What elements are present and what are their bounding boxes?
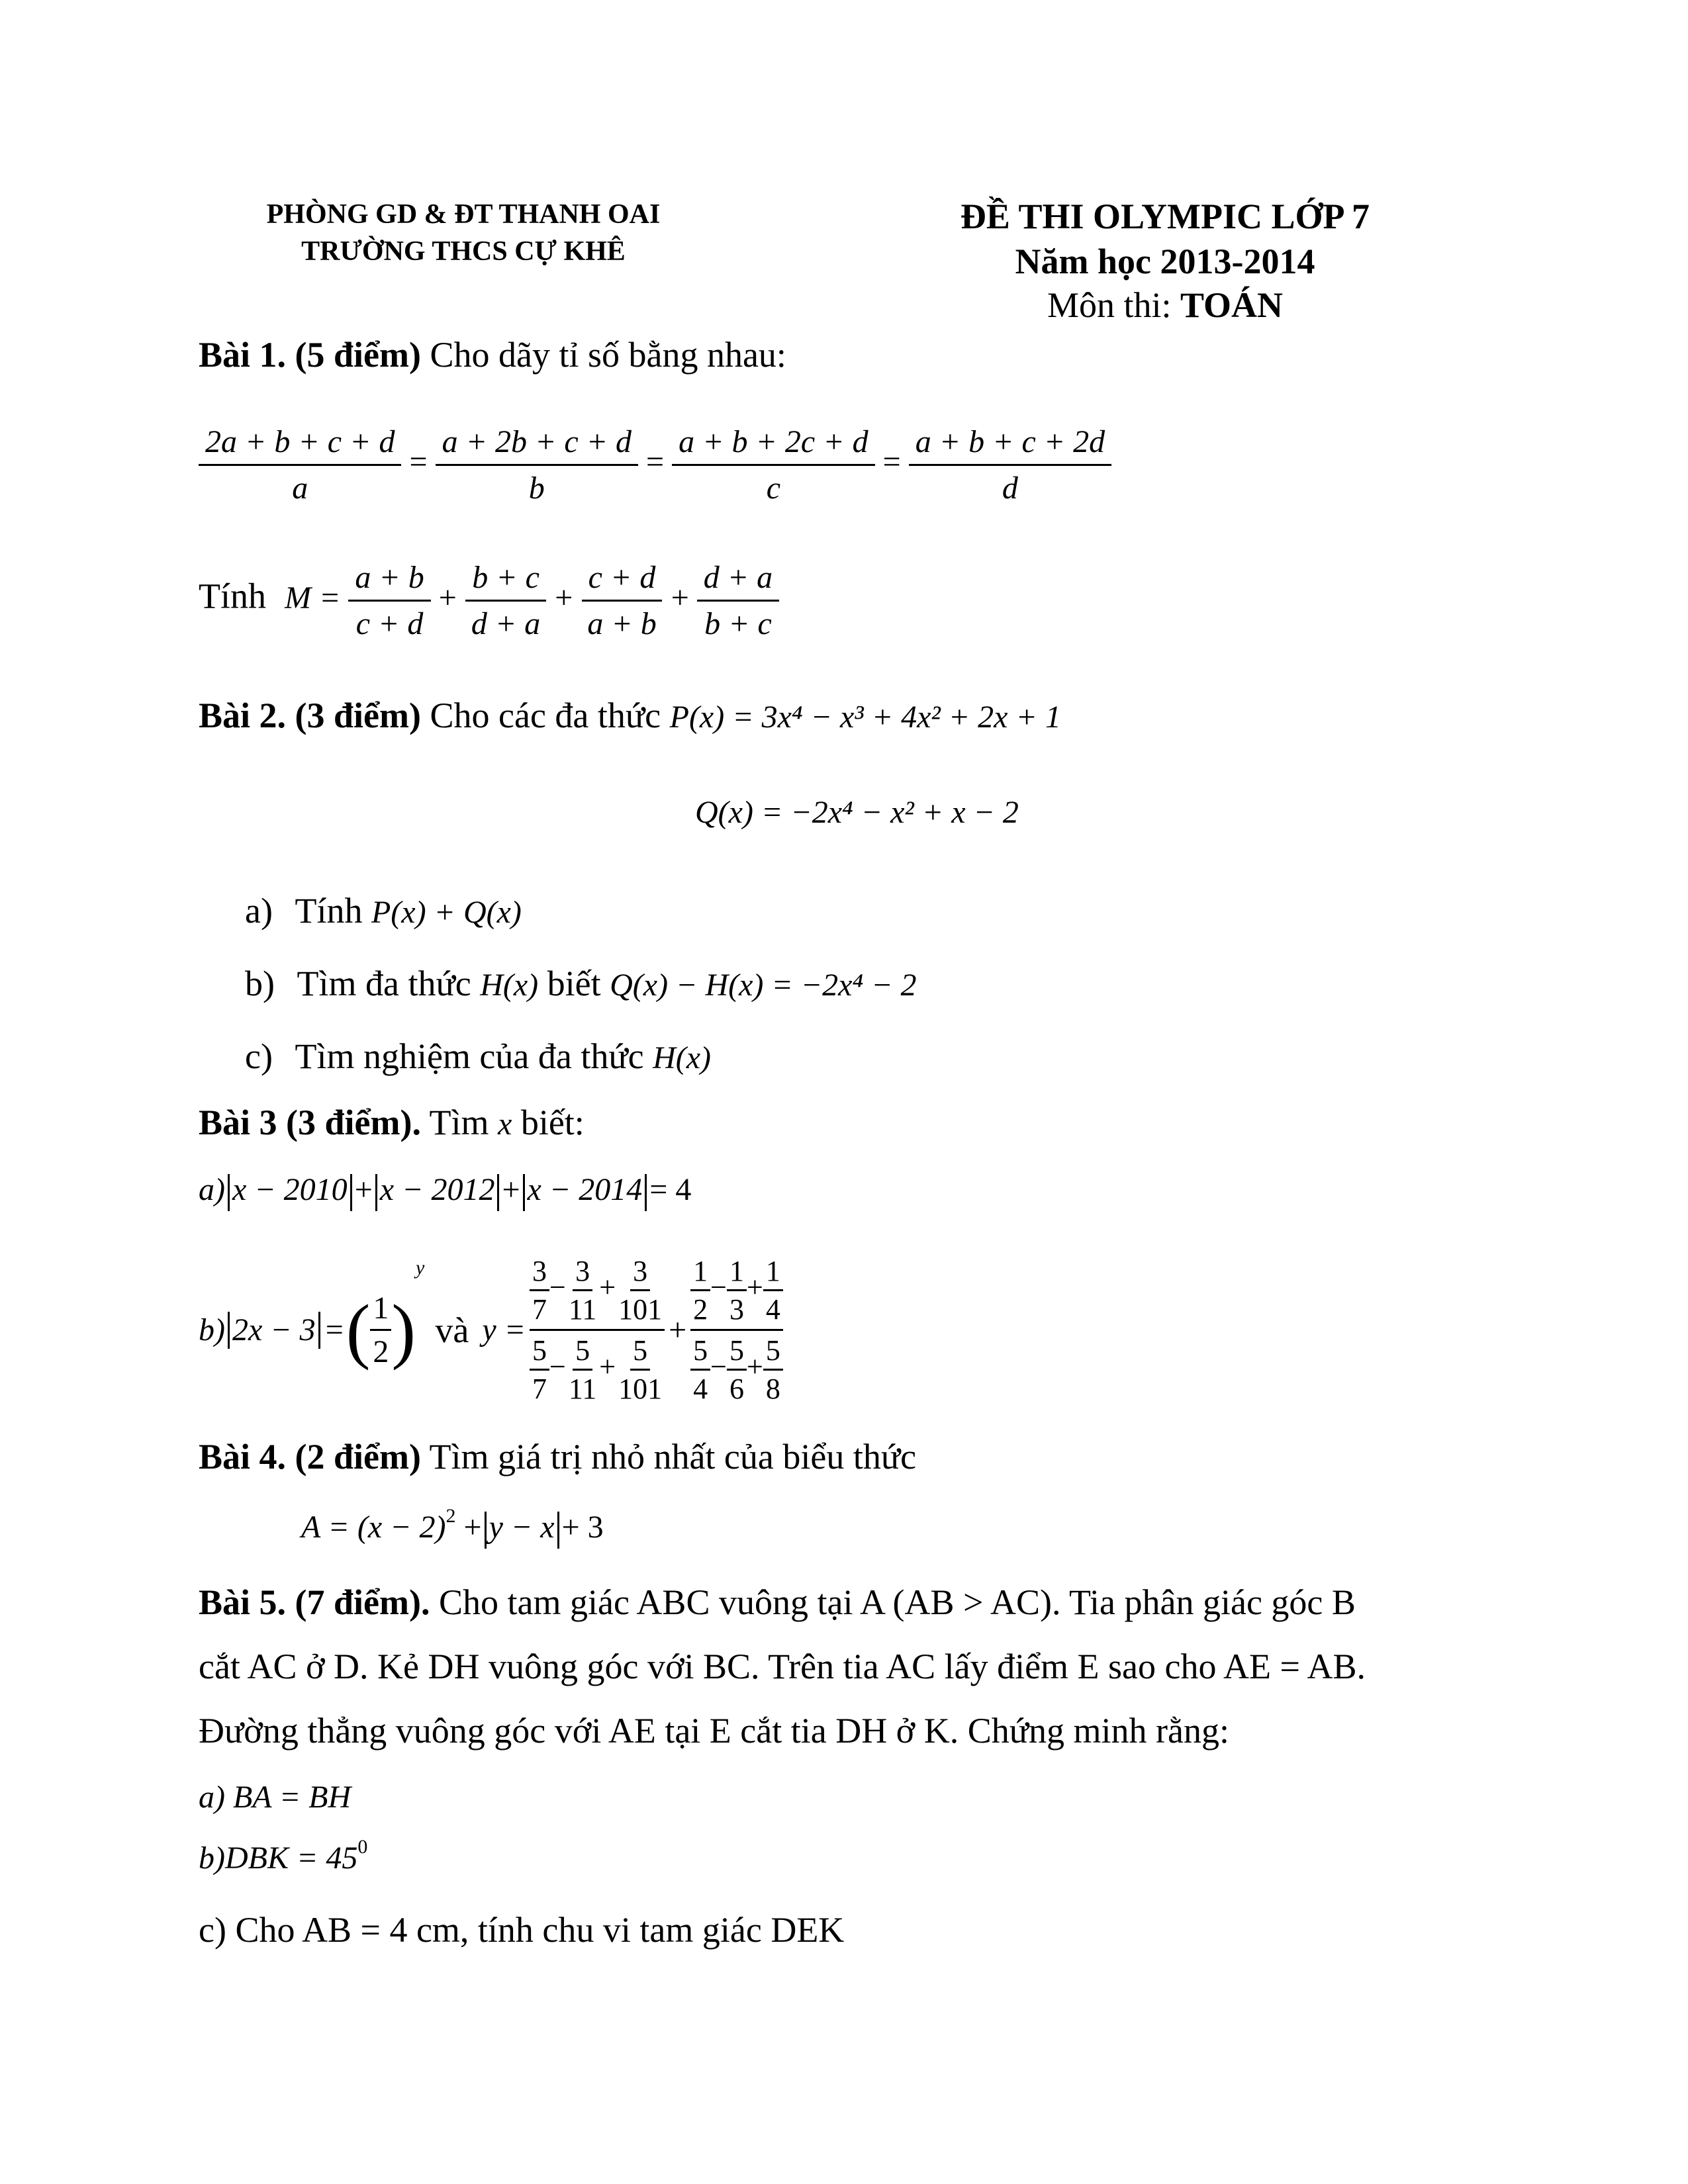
bai3-text2: biết: <box>512 1103 585 1142</box>
bai2-part-c <box>245 1036 711 1077</box>
expr-exponent: 2 <box>445 1505 456 1527</box>
bai3-label: Bài 3 (3 điểm). <box>199 1103 421 1142</box>
expr-square-base: (x − 2) <box>357 1510 446 1545</box>
bai2-text: Cho các đa thức <box>420 696 670 735</box>
polynomial-q: Q(x) = −2x⁴ − x² + x − 2 <box>695 795 1019 830</box>
bai2-part-b <box>245 963 917 1004</box>
school-dept: PHÒNG GD & ĐT THANH OAI <box>266 199 661 230</box>
part-c-math: H(x) <box>653 1040 711 1075</box>
plus-sign: + <box>463 1510 482 1545</box>
bai2-part-a <box>245 890 522 931</box>
bai5-part-c: c) Cho AB = 4 cm, tính chu vi tam giác DEK <box>199 1910 845 1950</box>
bai5-line1 <box>199 1582 1356 1623</box>
expr-lhs: A = <box>301 1510 350 1545</box>
abs-term: y − x <box>489 1510 555 1545</box>
bai3-part-b: b) 2x − 3 = ( $\frac{1}{2}$ ) $^y$ và y = $\frac{3}{7}$ − $\frac{3}{11}$ + $\frac{3}{101}$ $\frac{5}{7}$ − $\frac{5}{11}$ + $\frac{5}{101}$ + $\frac{1}{2}$ − $\frac{1}{3}$ + $\frac{1}{4}$ $\frac{5}{4}$ − $\frac{5}{6}$ + $\frac{5}{8}$ <box>199 1254 783 1406</box>
half-fraction: $\frac{1}{2}$ <box>370 1290 391 1370</box>
bai4-expression <box>301 1505 604 1549</box>
part-b-text2: biết <box>538 964 610 1003</box>
school-name: TRƯỜNG THCS CỰ KHÊ <box>301 236 626 267</box>
part-a-prefix: a) <box>199 1172 225 1207</box>
plus-sign: + <box>555 580 573 615</box>
plus-sign: + <box>671 580 689 615</box>
bai5-text-1: Cho tam giác ABC vuông tại A (AB > AC). Tia phân giác góc B <box>430 1582 1356 1622</box>
abs-term: 2x − 3 <box>232 1312 316 1347</box>
bai1-text: Cho dãy tỉ số bằng nhau: <box>420 335 786 375</box>
bai3-heading <box>199 1102 585 1143</box>
ratio-fraction: $\frac{a + b + c + 2d}{d}$ <box>909 424 1111 506</box>
part-c-text: Tìm nghiệm của đa thức <box>295 1036 653 1076</box>
bai1-label: Bài 1. (5 điểm) <box>199 335 421 375</box>
part-b-math1: H(x) <box>480 968 539 1003</box>
bai2-label: Bài 2. (3 điểm) <box>199 696 421 735</box>
bai1-ratio-sequence <box>199 424 1111 506</box>
abs-term: x − 2012 <box>379 1172 495 1207</box>
part-a-text: Tính <box>295 891 371 931</box>
subject-prefix: Môn thi: <box>1047 285 1180 325</box>
degree-exponent: 0 <box>357 1836 368 1858</box>
bai3-text: Tìm <box>420 1103 498 1142</box>
part-b-text: Tìm đa thức <box>297 964 481 1003</box>
exam-title: ĐỀ THI OLYMPIC LỚP 7 <box>960 197 1370 236</box>
m-term: $\frac{b + c}{d + a}$ <box>465 559 547 642</box>
bai1-heading <box>199 334 786 375</box>
bai3-var: x <box>498 1107 512 1142</box>
part-a-label: a) <box>245 891 273 931</box>
ratio-fraction: $\frac{a + b + 2c + d}{c}$ <box>672 424 874 506</box>
subject-line <box>940 285 1390 326</box>
part-a-rhs: = 4 <box>649 1172 692 1207</box>
abs-term: x − 2014 <box>527 1172 643 1207</box>
bai2-heading <box>199 695 1061 736</box>
bai1-m-expression <box>199 559 779 642</box>
part-b-math2: Q(x) − H(x) = −2x⁴ − 2 <box>610 968 917 1003</box>
bai5-part-b: $b)DBK = 45^0$ <box>199 1836 368 1876</box>
bai4-text: Tìm giá trị nhỏ nhất của biểu thức <box>420 1437 917 1477</box>
exponent-y: y <box>416 1257 425 1279</box>
va-word: và <box>435 1310 469 1350</box>
ratio-fraction: $\frac{2a + b + c + d}{a}$ <box>199 424 401 506</box>
tinh-label: Tính <box>199 576 266 616</box>
bai5-part-a: a) BA = BH <box>199 1780 352 1815</box>
part-b-label: b) <box>245 964 275 1003</box>
bai3-part-a: a) x − 2010 + x − 2012 + x − 2014 = 4 <box>199 1171 691 1211</box>
m-term: $\frac{c + d}{a + b}$ <box>581 559 663 642</box>
ratio-fraction: $\frac{a + 2b + c + d}{b}$ <box>436 424 638 506</box>
equals-sign: = <box>325 1312 344 1347</box>
m-lhs: M = <box>285 580 341 615</box>
equals-sign: = <box>882 444 901 480</box>
abs-term: x − 2010 <box>232 1172 348 1207</box>
equals-sign: = <box>646 444 665 480</box>
part-b-prefix: b) <box>199 1312 225 1347</box>
bai5-line2: cắt AC ở D. Kẻ DH vuông góc với BC. Trên tia AC lấy điểm E sao cho AE = AB. <box>199 1647 1366 1686</box>
bai5-label: Bài 5. (7 điểm). <box>199 1582 430 1622</box>
subject-name: TOÁN <box>1180 285 1284 325</box>
bai4-label: Bài 4. (2 điểm) <box>199 1437 421 1477</box>
bai5-line3: Đường thẳng vuông góc với AE tại E cắt tia DH ở K. Chứng minh rằng: <box>199 1711 1229 1751</box>
polynomial-p: P(x) = 3x⁴ − x³ + 4x² + 2x + 1 <box>669 700 1061 735</box>
part-c-label: c) <box>245 1036 273 1076</box>
part-a-math: P(x) + Q(x) <box>371 895 522 930</box>
bai4-heading <box>199 1436 916 1477</box>
compound-fraction-1: $\frac{3}{7}$ − $\frac{3}{11}$ + $\frac{3}{101}$ $\frac{5}{7}$ − $\frac{5}{11}$ + $\frac{5}{101}$ <box>530 1254 665 1406</box>
m-term: $\frac{d + a}{b + c}$ <box>697 559 779 642</box>
m-term: $\frac{a + b}{c + d}$ <box>348 559 430 642</box>
compound-fraction-2: $\frac{1}{2}$ − $\frac{1}{3}$ + $\frac{1}{4}$ $\frac{5}{4}$ − $\frac{5}{6}$ + $\frac{5}{8}$ <box>690 1254 783 1406</box>
plus-sign: + <box>438 580 457 615</box>
expr-tail: + 3 <box>561 1510 604 1545</box>
y-lhs: y = <box>482 1312 526 1347</box>
equals-sign: = <box>409 444 428 480</box>
school-year: Năm học 2013-2014 <box>1015 242 1315 281</box>
